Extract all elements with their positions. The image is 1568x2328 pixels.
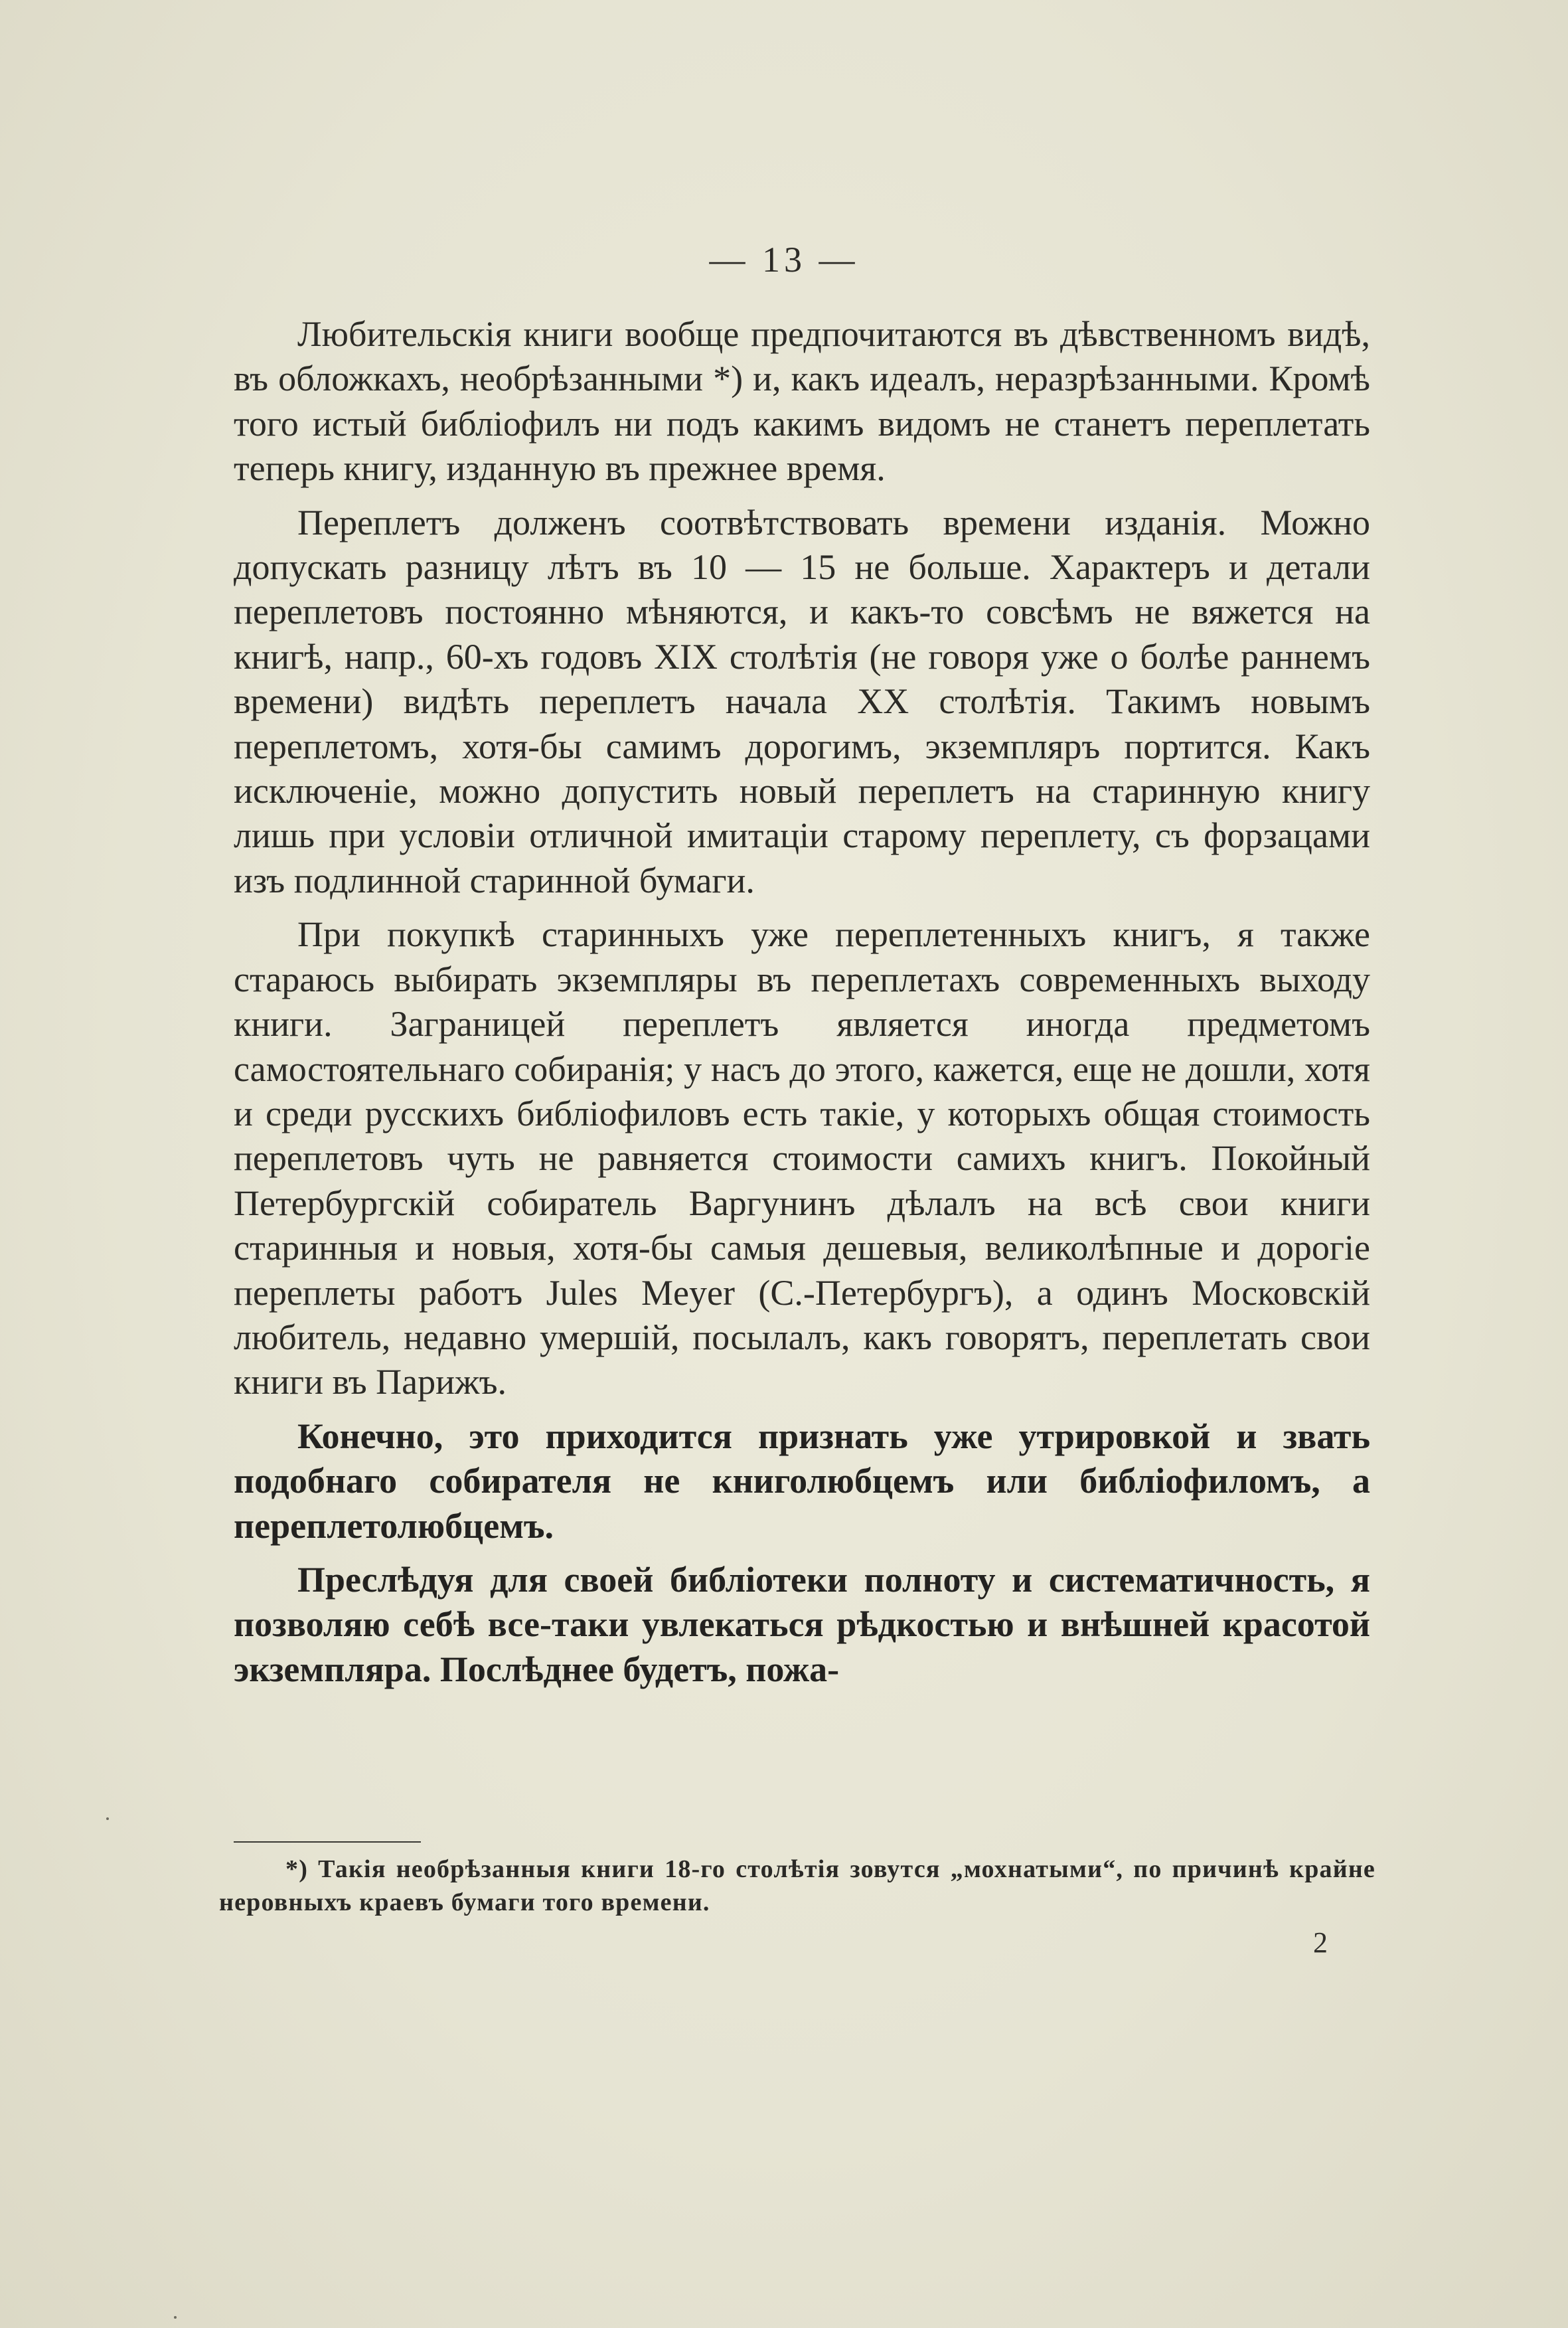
paper-speck: [174, 2316, 177, 2319]
signature-mark: 2: [1313, 1926, 1328, 1959]
body-text: [234, 312, 1370, 1701]
paragraph-2: Переплетъ долженъ соотвѣтствовать времени изданія. Можно допускать разницу лѣтъ въ 10 — 15 не больше. Характеръ и детали переплетовъ постоянно мѣняются, и какъ-то совсѣмъ не вяжется на книгѣ, напр., 60-хъ годовъ XIX столѣтія (не говоря уже о болѣе раннемъ времени) видѣть переплетъ начала XX столѣтія. Такимъ новымъ переплетомъ, хотя-бы самимъ дорогимъ, экземпляръ портится. Какъ исключеніе, можно допустить новый переплетъ на старинную книгу лишь при условіи отличной имитаціи старому переплету, съ форзацами изъ подлинной старинной бумаги.: [234, 502, 1370, 900]
page-number: — 13 —: [709, 240, 859, 280]
paragraph-5: Преслѣдуя для своей библіотеки полноту и систематичность, я позволяю себѣ все-таки увлекаться рѣдкостью и внѣшней красотой экземпляра. Послѣднее будетъ, пожа-: [234, 1559, 1370, 1689]
paragraph-4: Конечно, это приходится признать уже утрировкой и звать подобнаго собирателя не книголюбцемъ или библіофиломъ, а переплетолюбцемъ.: [234, 1416, 1370, 1546]
paragraph-1: Любительскія книги вообще предпочитаются въ дѣвственномъ видѣ, въ обложкахъ, необрѣзанными *) и, какъ идеалъ, неразрѣзанными. Кромѣ того истый библіофилъ ни подъ какимъ видомъ не станетъ переплетать теперь книгу, изданную въ прежнее время.: [234, 314, 1370, 489]
footnote-divider: [234, 1841, 421, 1843]
paper-speck: [106, 1817, 109, 1820]
paragraph-3: При покупкѣ старинныхъ уже переплетенныхъ книгъ, я также стараюсь выбирать экземпляры въ переплетахъ современныхъ выходу книги. Заграницей переплетъ является иногда предметомъ самостоятельнаго собиранія; у насъ до этого, кажется, еще не дошли, хотя и среди русскихъ библіофиловъ есть такіе, у которыхъ общая стоимость переплетовъ чуть не равняется стоимости самихъ книгъ. Покойный Петербургскій собиратель Варгунинъ дѣлалъ на всѣ свои книги старинныя и новыя, хотя-бы самыя дешевыя, великолѣпные и дорогіе переплеты работъ Jules Meyer (С.-Петербургъ), а одинъ Московскій любитель, недавно умершій, посылалъ, какъ говорятъ, переплетать свои книги въ Парижъ.: [234, 914, 1370, 1402]
footnote: *) Такія необрѣзанныя книги 18-го столѣтія зовутся „мохнатыми“, по причинѣ крайне неровныхъ краевъ бумаги того времени.: [219, 1855, 1375, 1916]
